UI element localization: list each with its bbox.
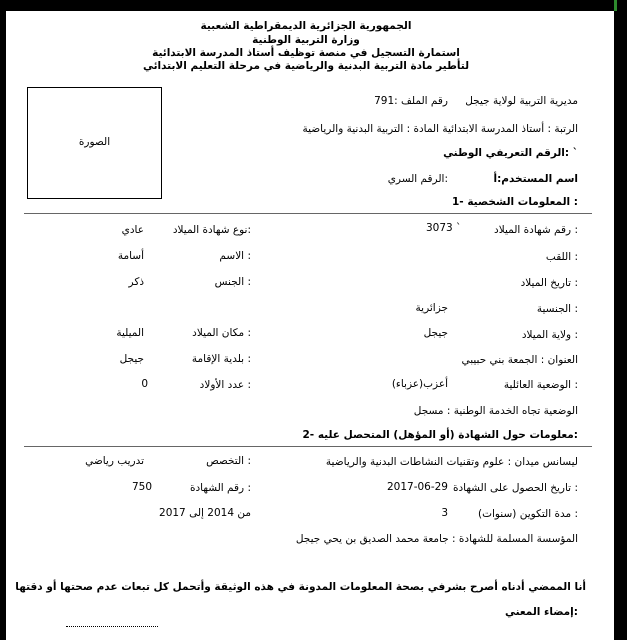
photo-label: الصورة [78,136,111,148]
header-republic: الجمهورية الجزائرية الديمقراطية الشعبية [200,20,412,32]
birth-cert-no-label: رقم شهادة الميلاد : [494,224,578,236]
birth-place-label: مكان الميلاد : [192,327,251,339]
username: اسم المستخدم:أ [493,173,578,185]
nationality-label: الجنسية : [536,303,578,315]
file-number: رقم الملف :791 [374,95,448,107]
section1-divider [24,213,592,214]
header-form-title: استمارة التسجيل في منصة توظيف أستاذ المدرسة الابتدائية [152,47,460,59]
nationality-value: جزائرية [415,302,448,314]
section2-title: 2- معلومات حول الشهادة (أو المؤهل) المتحصل عليه: [302,429,578,441]
cert-no-label: رقم الشهادة : [189,482,251,494]
family-status-value: أعزب(عزباء) [391,378,448,390]
name-value: أسامة [117,250,144,262]
green-marker [614,0,617,11]
birth-cert-type-label: نوع شهادة الميلاد: [172,224,251,236]
birth-cert-type-value: عادي [121,224,144,236]
birth-cert-no-value: 3073 ` [426,222,462,234]
cert-no-value: 750 [131,481,152,493]
obtain-date-label: تاريخ الحصول على الشهادة : [452,482,578,494]
military-status: الوضعية تجاه الخدمة الوطنية : مسجل [413,405,578,417]
address: العنوان : الجمعة بني حبيبي [461,354,578,366]
study-period: من 2014 إلى 2017 [159,507,251,519]
signature-label: إمضاء المعني: [504,606,578,618]
dob-label: تاريخ الميلاد : [520,277,578,289]
family-status-label: الوضعية العائلية : [503,379,578,391]
birth-wilaya-value: جيجل [423,327,448,339]
sex-value: ذكر [128,276,144,288]
children-value: 0 [141,378,148,390]
header-ministry: وزارة التربية الوطنية [252,34,360,46]
directorate: مديرية التربية لولاية جيجل [465,95,578,107]
residence-value: جيجل [119,353,144,365]
residence-label: بلدية الإقامة : [191,353,251,365]
header-form-subtitle: لتأطير مادة التربية البدنية والرياضية في مرحلة التعليم الابتدائي [142,60,470,72]
birth-wilaya-label: ولاية الميلاد : [521,329,578,341]
obtain-date-value: 2017-06-29 [386,481,448,493]
sex-label: الجنس : [214,276,251,288]
specialty-label: التخصص : [206,455,251,467]
children-label: عدد الأولاد : [199,379,251,391]
name-label: الاسم : [219,250,251,262]
institution: المؤسسة المسلمة للشهادة : جامعة محمد الصديق بن يحي جيجل [295,533,578,545]
section1-title: 1- المعلومات الشخصية : [451,196,578,208]
declaration: أنا الممضي أدناه أصرح بشرفي بصحة المعلومات المدونة في هذه الوثيقة وأتحمل كل تبعات عدم صحتها أو دقتها [15,581,586,593]
duration-value: 3 [441,507,448,519]
document-page [6,11,606,640]
section2-divider [24,446,592,447]
surname-label: اللقب : [545,251,578,263]
window-frame-top [0,0,627,11]
duration-label: مدة التكوين (سنوات) : [477,508,578,520]
birth-place-value: الميلية [116,327,144,339]
national-id: الرقم التعريفي الوطني: ` [443,147,578,159]
rank: الرتبة : أستاذ المدرسة الابتدائية المادة : التربية البدنية والرياضية [302,123,578,135]
secret-code: الرقم السري: [387,173,448,185]
specialty-value: تدريب رياضي [85,455,144,467]
degree: ليسانس ميدان : علوم وتقنيات النشاطات البدنية والرياضية [325,456,578,468]
photo-box [27,87,162,199]
window-frame-right [614,11,627,640]
signature-line [66,626,158,627]
